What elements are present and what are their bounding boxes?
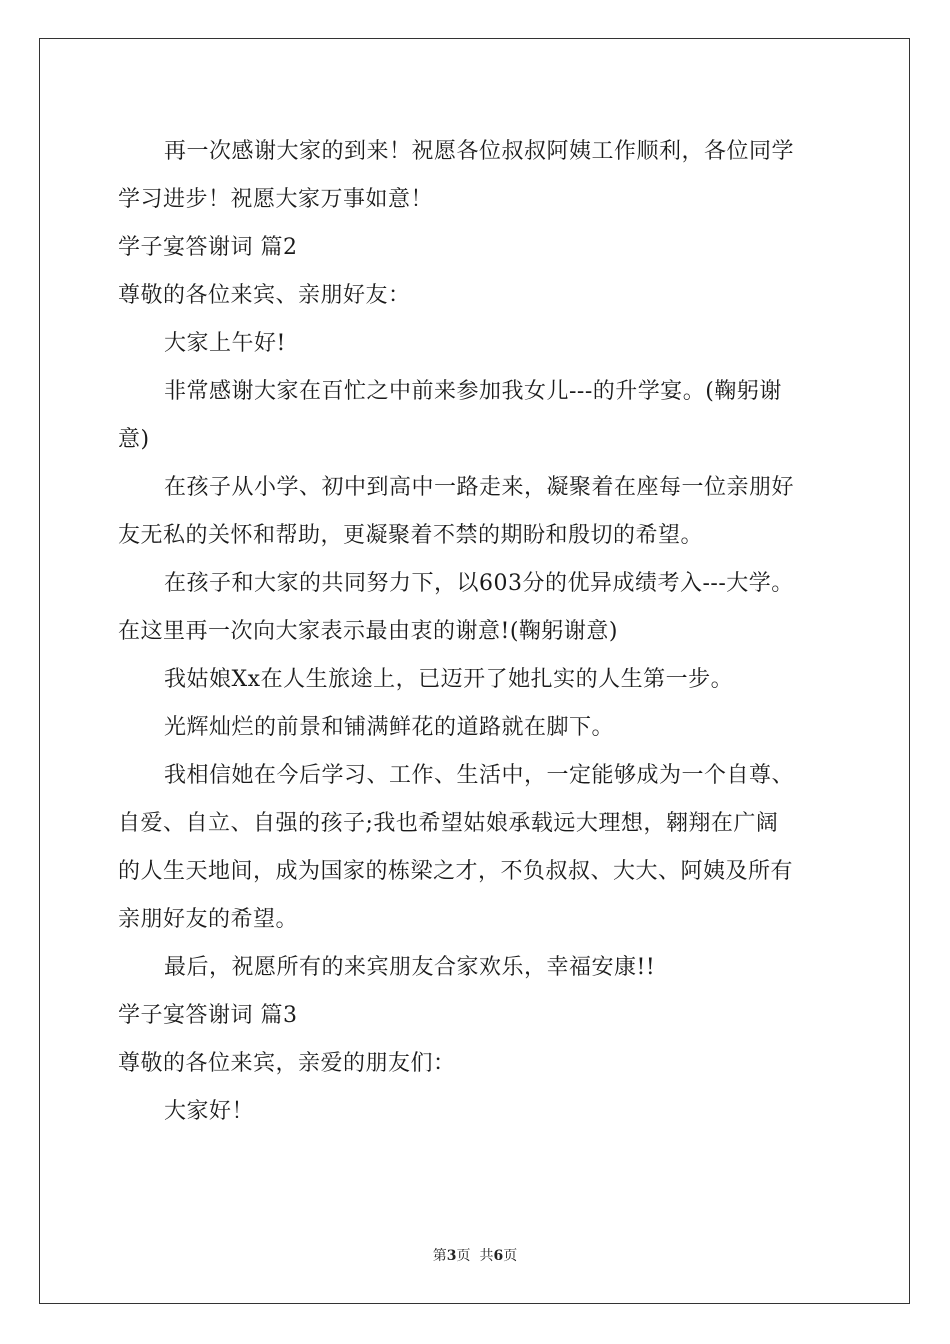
paragraph-line: 在这里再一次向大家表示最由衷的谢意!(鞠躬谢意) — [118, 619, 619, 644]
section-heading: 学子宴答谢词 篇3 — [118, 1003, 298, 1028]
paragraph-line: 最后，祝愿所有的来宾朋友合家欢乐，幸福安康!! — [164, 955, 656, 980]
greeting: 大家好！ — [164, 1099, 255, 1124]
document-body — [118, 128, 838, 1136]
paragraph-line: 的人生天地间，成为国家的栋梁之才，不负叔叔、大大、阿姨及所有 — [118, 859, 794, 884]
section-heading: 学子宴答谢词 篇2 — [118, 235, 298, 260]
paragraph-line: 友无私的关怀和帮助，更凝聚着不禁的期盼和殷切的希望。 — [118, 523, 704, 548]
paragraph-line: 在孩子从小学、初中到高中一路走来，凝聚着在座每一位亲朋好 — [164, 475, 795, 500]
page-current: 3 — [446, 1248, 457, 1264]
paragraph-line: 我姑娘Xx在人生旅途上，已迈开了她扎实的人生第一步。 — [164, 667, 734, 692]
paragraph-line: 亲朋好友的希望。 — [118, 907, 299, 932]
page-number-footer — [0, 1246, 950, 1266]
page-mid: 页 共 — [456, 1248, 494, 1264]
salutation: 尊敬的各位来宾、亲朋好友： — [118, 283, 411, 308]
paragraph-line: 再一次感谢大家的到来！祝愿各位叔叔阿姨工作顺利，各位同学 — [164, 139, 795, 164]
salutation: 尊敬的各位来宾，亲爱的朋友们： — [118, 1051, 456, 1076]
paragraph-line: 在孩子和大家的共同努力下，以603分的优异成绩考入---大学。 — [164, 571, 794, 596]
paragraph-line: 学习进步！祝愿大家万事如意！ — [118, 187, 434, 212]
paragraph-line: 意) — [118, 427, 150, 452]
paragraph-line: 光辉灿烂的前景和铺满鲜花的道路就在脚下。 — [164, 715, 615, 740]
paragraph-line: 非常感谢大家在百忙之中前来参加我女儿---的升学宴。(鞠躬谢 — [164, 379, 782, 404]
paragraph-line: 自爱、自立、自强的孩子;我也希望姑娘承载远大理想，翱翔在广阔 — [118, 811, 779, 836]
page-prefix: 第 — [432, 1248, 447, 1264]
paragraph-line: 我相信她在今后学习、工作、生活中，一定能够成为一个自尊、 — [164, 763, 795, 788]
page-total: 6 — [493, 1248, 504, 1264]
page-suffix: 页 — [503, 1248, 518, 1264]
greeting: 大家上午好! — [164, 331, 286, 356]
